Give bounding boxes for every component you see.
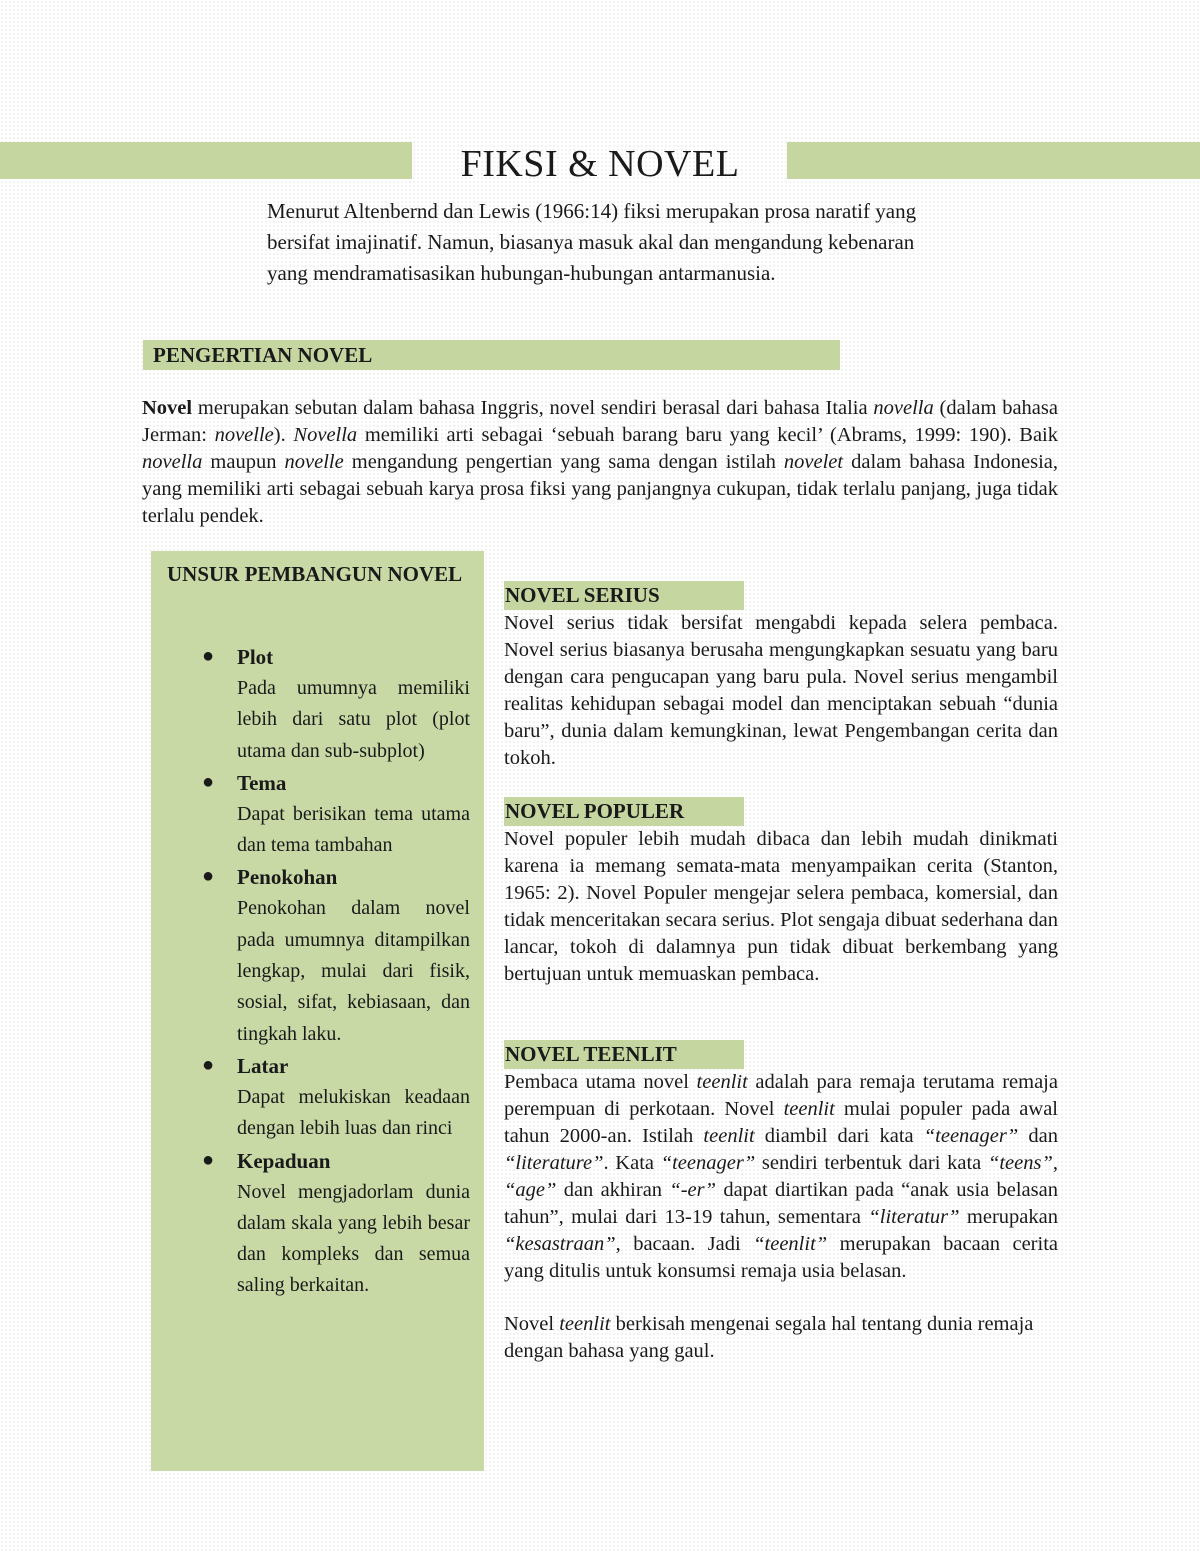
list-item-penokohan <box>151 861 484 1049</box>
list-item-title: Penokohan <box>237 865 338 890</box>
pengertian-paragraph: Novel merupakan sebutan dalam bahasa Inggris, novel sendiri berasal dari bahasa Italia novella (dalam bahasa Jerman: novelle). Novella memiliki arti sebagai ‘sebuah barang baru yang kecil’ (Abrams, 1999: 190). Baik novella maupun novelle mengandung pengertian yang sama dengan istilah novelet dalam bahasa Indonesia, yang memiliki arti sebagai sebuah karya prosa fiksi yang panjangnya cukupan, tidak terlalu panjang, juga tidak terlalu pendek. <box>142 397 1059 527</box>
list-item-plot <box>151 641 484 767</box>
bullet-icon: ● <box>202 1053 215 1076</box>
unsur-sidebar <box>151 551 484 1471</box>
unsur-list <box>151 641 484 1302</box>
bullet-icon: ● <box>202 1148 215 1171</box>
novel-teenlit-text-2: Novel teenlit berkisah mengenai segala hal tentang dunia remaja dengan bahasa yang gaul. <box>504 1313 1034 1362</box>
novel-serius-text: Novel serius tidak bersifat mengabdi kepada selera pembaca. Novel serius biasanya berusaha mengungkapkan sesuatu yang baru dengan cara pengucapan yang baru pula. Novel serius mengambil realitas kehidupan sebagai model dan menciptakan sebuah “dunia baru”, dunia dalam kemungkinan, lewat Pengembangan cerita dan tokoh. <box>504 612 1058 769</box>
list-item-desc: Dapat berisikan tema utama dan tema tambahan <box>237 802 470 857</box>
title-bar-left <box>0 142 412 179</box>
bullet-icon: ● <box>202 645 215 667</box>
pengertian-heading: PENGERTIAN NOVEL <box>143 340 840 370</box>
list-item-desc: Dapat melukiskan keadaan dengan lebih luas dan rinci <box>237 1085 470 1140</box>
list-item-title: Plot <box>237 645 274 669</box>
novel-term: Novel <box>142 397 193 419</box>
list-item-desc: Pada umumnya memiliki lebih dari satu plot (plot utama dan sub-subplot) <box>237 677 470 762</box>
list-item-desc: Penokohan dalam novel pada umumnya ditampilkan lengkap, mulai dari fisik, sosial, sifat, kebiasaan, dan tingkah laku. <box>237 897 470 1045</box>
novel-populer-heading: NOVEL POPULER <box>504 797 744 826</box>
sidebar-title: UNSUR PEMBANGUN NOVEL <box>167 562 463 586</box>
novel-teenlit-text: Pembaca utama novel teenlit adalah para remaja terutama remaja perempuan di perkotaan. Novel teenlit mulai populer pada awal tahun 2000-an. Istilah teenlit diambil dari kata “teenager” dan “literature”. Kata “teenager” sendiri terbentuk dari kata “teens”, “age” dan akhiran “-er” dapat diartikan pada “anak usia belasan tahun”, mulai dari 13-19 tahun, sementara “literatur” merupakan “kesastraan”, bacaan. Jadi “teenlit” merupakan bacaan cerita yang ditulis untuk konsumsi remaja usia belasan. <box>504 1071 1058 1282</box>
novel-teenlit-section <box>504 1040 1058 1365</box>
novel-teenlit-heading: NOVEL TEENLIT <box>504 1040 744 1069</box>
intro-paragraph: Menurut Altenbernd dan Lewis (1966:14) fiksi merupakan prosa naratif yang bersifat imajinatif. Namun, biasanya masuk akal dan mengandung kebenaran yang mendramatisasikan hubungan-hubungan antarmanusia. <box>267 199 917 285</box>
list-item-tema <box>151 767 484 862</box>
list-item-title: Kepaduan <box>237 1148 331 1173</box>
novel-serius-heading: NOVEL SERIUS <box>504 581 744 610</box>
bullet-icon: ● <box>202 865 215 888</box>
list-item-kepaduan <box>151 1145 484 1302</box>
list-item-desc: Novel mengjadorlam dunia dalam skala yang lebih besar dan kompleks dan semua saling berkaitan. <box>237 1180 470 1297</box>
bullet-icon: ● <box>202 770 215 793</box>
novel-populer-text: Novel populer lebih mudah dibaca dan lebih mudah dinikmati karena ia memang semata-mata menyampaikan cerita (Stanton, 1965: 2). Novel Populer mengejar selera pembaca, komersial, dan tidak menceritakan secara serius. Plot sengaja dibuat sederhana dan lancar, tokoh di dalamnya pun tidak dibuat berkembang yang bertujuan untuk memuaskan pembaca. <box>504 828 1058 985</box>
list-item-latar <box>151 1050 484 1145</box>
list-item-title: Latar <box>237 1053 289 1078</box>
page-title: FIKSI & NOVEL <box>460 143 740 185</box>
list-item-title: Tema <box>237 770 287 795</box>
novel-serius-section <box>504 581 1058 772</box>
title-bar-right <box>787 142 1200 179</box>
novel-populer-section <box>504 797 1058 988</box>
